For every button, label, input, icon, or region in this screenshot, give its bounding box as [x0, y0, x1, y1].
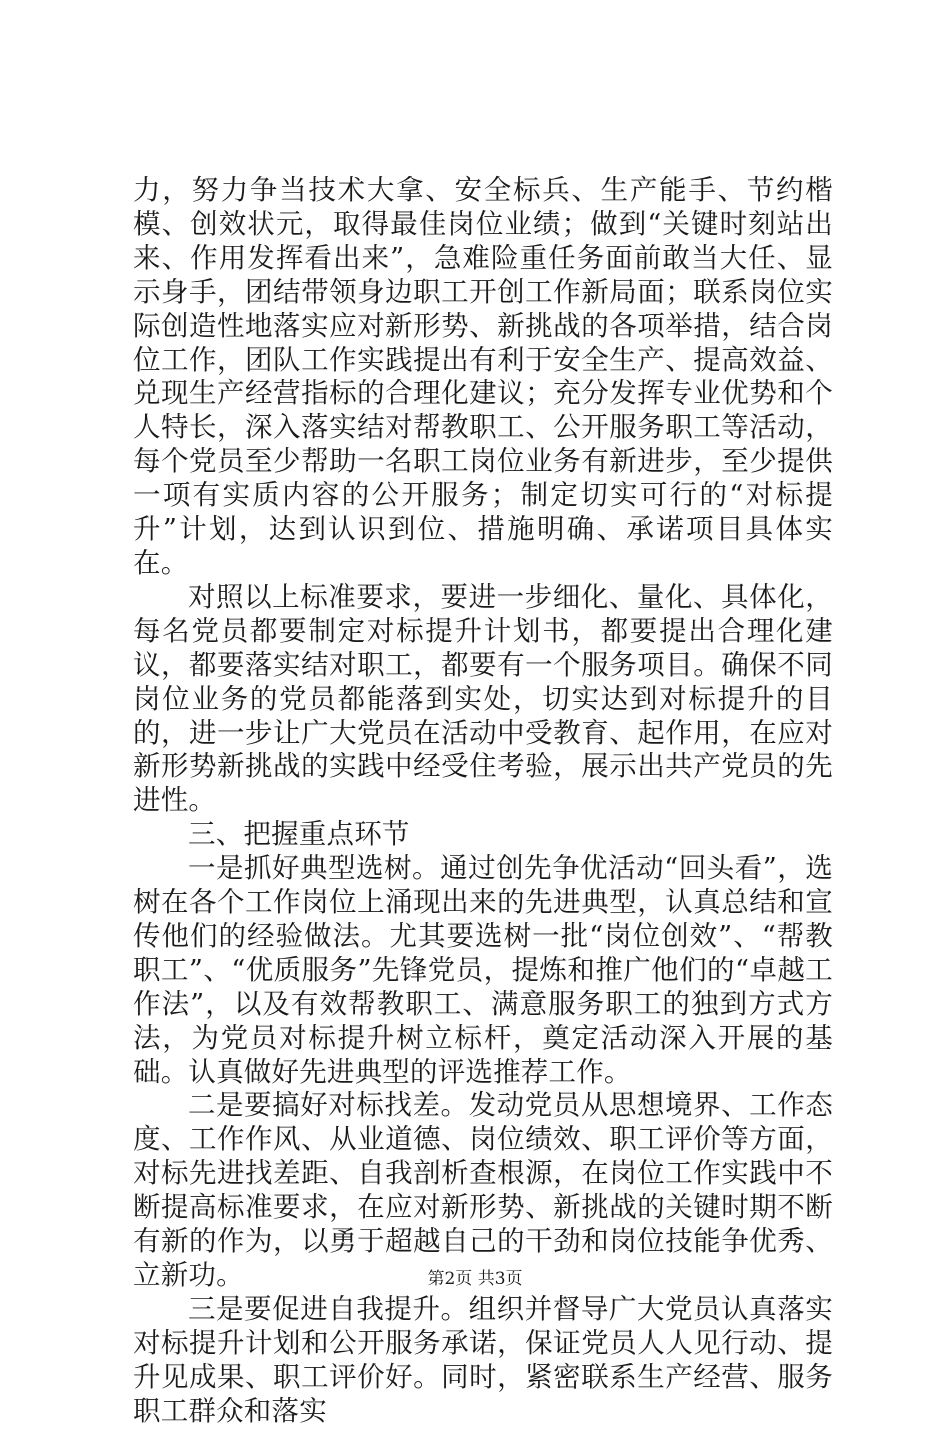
- paragraph-continued: 力，努力争当技术大拿、安全标兵、生产能手、节约楷模、创效状元，取得最佳岗位业绩；做到“关键时刻站出来、作用发挥看出来”，急难险重任务面前敢当大任、显示身手，团结带领身边职工开创工作新局面；联系岗位实际创造性地落实应对新形势、新挑战的各项举措，结合岗位工作，团队工作实践提出有利于安全生产、提高效益、兑现生产经营指标的合理化建议；充分发挥专业优势和个人特长，深入落实结对帮教职工、公开服务职工等活动，每个党员至少帮助一名职工岗位业务有新进步，至少提供一项有实质内容的公开服务；制定切实可行的“对标提升”计划，达到认识到位、措施明确、承诺项目具体实在。: [133, 174, 833, 579]
- page-number-footer: 第2页 共3页: [427, 1269, 523, 1289]
- document-body: [133, 174, 833, 1429]
- paragraph-point-two: 二是要搞好对标找差。发动党员从思想境界、工作态度、工作作风、从业道德、岗位绩效、职工评价等方面，对标先进找差距、自我剖析查根源，在岗位工作实践中不断提高标准要求，在应对新形势、新挑战的关键时期不断有新的作为，以勇于超越自己的干劲和岗位技能争优秀、立新功。: [133, 1089, 833, 1291]
- paragraph-point-three: 三是要促进自我提升。组织并督导广大党员认真落实对标提升计划和公开服务承诺，保证党员人人见行动、提升见成果、职工评价好。同时，紧密联系生产经营、服务职工群众和落实: [133, 1292, 833, 1427]
- section-heading: 三、把握重点环节: [188, 818, 410, 851]
- paragraph-point-one: 一是抓好典型选树。通过创先争优活动“回头看”，选树在各个工作岗位上涌现出来的先进典型，认真总结和宣传他们的经验做法。尤其要选树一批“岗位创效”、“帮教职工”、“优质服务”先锋党员，提炼和推广他们的“卓越工作法”，以及有效帮教职工、满意服务职工的独到方式方法，为党员对标提升树立标杆，奠定活动深入开展的基础。认真做好先进典型的评选推荐工作。: [133, 852, 833, 1088]
- paragraph-standards: 对照以上标准要求，要进一步细化、量化、具体化，每名党员都要制定对标提升计划书，都要提出合理化建议，都要落实结对职工，都要有一个服务项目。确保不同岗位业务的党员都能落到实处，切实达到对标提升的目的，进一步让广大党员在活动中受教育、起作用，在应对新形势新挑战的实践中经受住考验，展示出共产党员的先进性。: [133, 580, 833, 817]
